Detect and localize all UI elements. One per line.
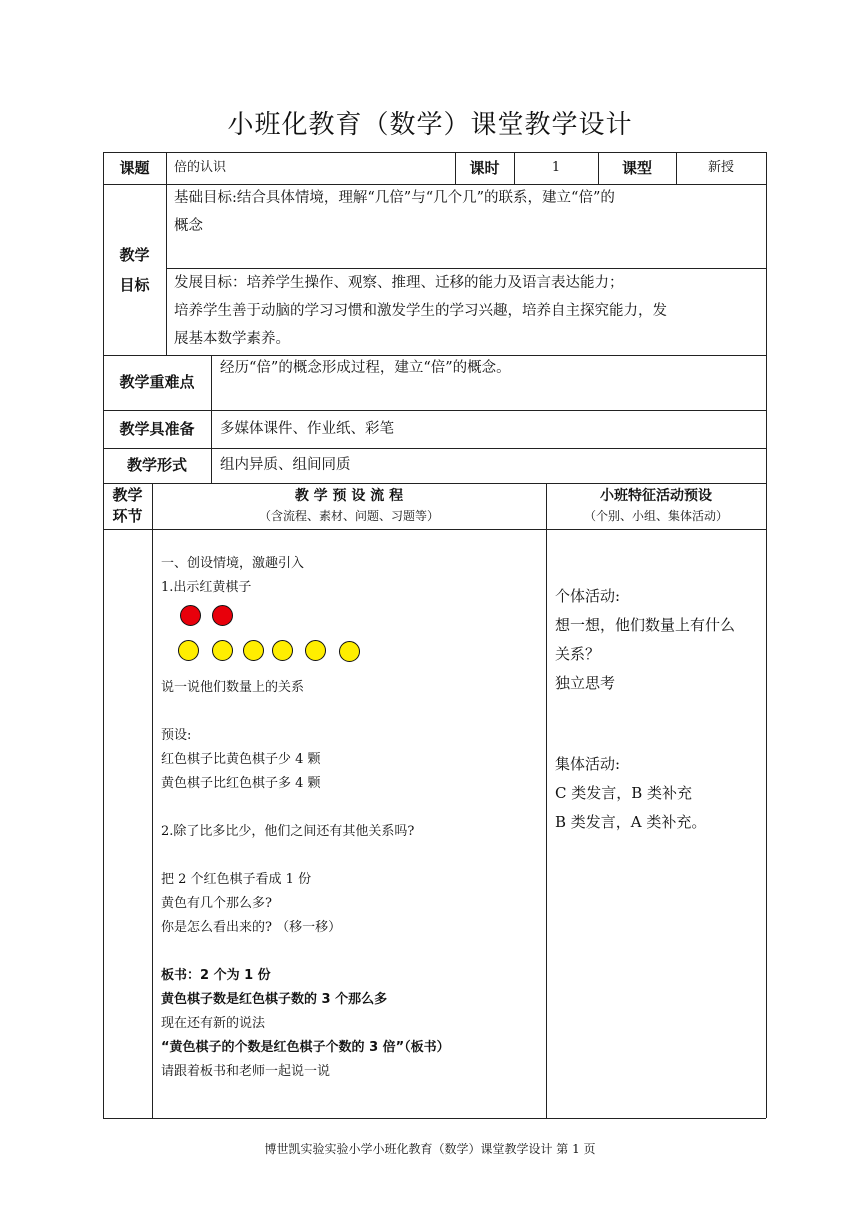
process-line: 1.出示红黄棋子 (161, 580, 252, 595)
type-label: 课型 (621, 159, 652, 177)
subject-value: 倍的认识 (174, 160, 227, 175)
development-objective-line2: 培养学生善于动脑的学习习惯和激发学生的学习兴趣，培养自主探究能力，发 (174, 303, 667, 319)
stage-header-line1: 教学 (112, 486, 143, 504)
activity-line: B 类发言，A 类补充。 (555, 813, 707, 831)
subject-label: 课题 (119, 159, 150, 177)
activity-line: C 类发言，B 类补充 (555, 784, 693, 802)
activity-line: 想一想，他们数量上有什么 (555, 616, 736, 634)
process-line: 2.除了比多比少，他们之间还有其他关系吗? (161, 824, 415, 839)
activity-header-title: 小班特征活动预设 (600, 488, 712, 504)
process-header-sub: （含流程、素材、问题、习题等） (258, 509, 439, 523)
development-objective-line1: 发展目标：培养学生操作、观察、推理、迁移的能力及语言表达能力； (174, 275, 624, 291)
activity-line: 个体活动: (555, 587, 621, 605)
process-section-2 (161, 676, 541, 1084)
board-note: 黄色棋子数是红色棋子数的 3 个那么多 (161, 992, 388, 1007)
development-objective (174, 269, 762, 353)
key-points-value: 经历“倍”的概念形成过程，建立“倍”的概念。 (220, 360, 511, 376)
process-line: 一、创设情境，激趣引入 (161, 556, 305, 571)
stage-header-line2: 环节 (112, 507, 143, 525)
period-label: 课时 (469, 159, 500, 177)
board-note: 板书：2 个为 1 份 (161, 968, 271, 983)
process-line: 你是怎么看出来的? （移一移） (161, 920, 342, 935)
materials-label: 教学具准备 (119, 420, 195, 438)
yellow-piece (339, 641, 360, 662)
page-title: 小班化教育（数学）课堂教学设计 (227, 110, 633, 140)
board-note: “黄色棋子的个数是红色棋子个数的 3 倍”（板书） (161, 1040, 450, 1055)
objectives-label (103, 240, 166, 300)
yellow-piece (178, 640, 199, 661)
process-section (161, 552, 541, 600)
yellow-piece (305, 640, 326, 661)
process-line: 黄色有几个那么多? (161, 896, 272, 911)
process-line: 把 2 个红色棋子看成 1 份 (161, 872, 312, 887)
process-line: 红色棋子比黄色棋子少 4 颗 (161, 752, 321, 767)
process-line: 预设: (161, 728, 192, 743)
type-value: 新授 (707, 160, 734, 175)
activity-line: 独立思考 (555, 674, 616, 692)
red-piece (212, 605, 233, 626)
activity-line: 关系？ (555, 645, 601, 663)
yellow-piece (272, 640, 293, 661)
process-line: 请跟着板书和老师一起说一说 (161, 1064, 331, 1079)
period-value: 1 (551, 160, 561, 175)
basic-objective (174, 184, 762, 240)
page-footer: 博世凯实验实验小学小班化教育（数学）课堂教学设计 第 1 页 (264, 1142, 596, 1156)
basic-objective-line1: 基础目标:结合具体情境，理解“几倍”与“几个几”的联系，建立“倍”的 (174, 190, 615, 206)
activity-header (546, 486, 766, 526)
process-line: 说一说他们数量上的关系 (161, 680, 305, 695)
yellow-piece (243, 640, 264, 661)
stage-header (103, 485, 152, 527)
process-header (152, 486, 546, 526)
process-line: 黄色棋子比红色棋子多 4 颗 (161, 776, 321, 791)
format-label: 教学形式 (126, 456, 187, 474)
objectives-label-line2: 目标 (119, 276, 150, 294)
key-points-label: 教学重难点 (119, 373, 195, 391)
materials-value: 多媒体课件、作业纸、彩笔 (220, 421, 394, 437)
basic-objective-line2: 概念 (174, 218, 203, 234)
red-piece (180, 605, 201, 626)
format-value: 组内异质、组间同质 (220, 457, 351, 473)
process-line: 现在还有新的说法 (161, 1016, 266, 1031)
yellow-piece (212, 640, 233, 661)
process-header-title: 教 学 预 设 流 程 (294, 488, 404, 504)
objectives-label-line1: 教学 (119, 246, 150, 264)
individual-activity (555, 582, 763, 698)
activity-header-sub: （个别、小组、集体活动） (583, 509, 728, 523)
development-objective-line3: 展基本数学素养。 (174, 331, 290, 347)
group-activity (555, 750, 763, 837)
activity-line: 集体活动: (555, 755, 621, 773)
